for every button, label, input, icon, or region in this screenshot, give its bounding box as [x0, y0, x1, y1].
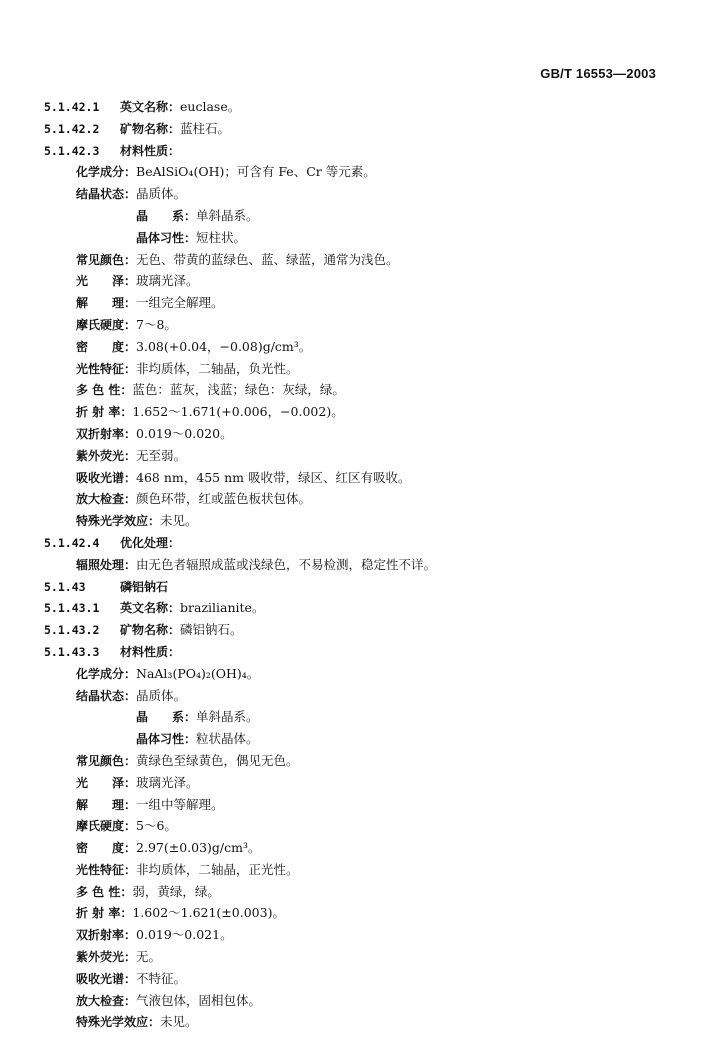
property-crystal-state [44, 183, 664, 205]
field-label: 晶 系： [136, 710, 197, 725]
section-5-1-42-3 [44, 140, 664, 162]
section-5-1-43 [44, 576, 664, 598]
property-cleavage [44, 794, 664, 816]
field-value: 1.602～1.621(±0.003)。 [132, 905, 285, 921]
field-value: 气液包体，固相包体。 [136, 992, 262, 1008]
document-body [44, 96, 664, 1033]
field-value: NaAl₃(PO₄)₂(OH)₄。 [136, 665, 260, 681]
property-habit [44, 227, 664, 249]
field-value: 未见。 [160, 513, 198, 529]
section-number: 5.1.43 [44, 579, 86, 594]
property-absorption [44, 467, 664, 489]
field-value: 3.08(+0.04，−0.08)g/cm³。 [136, 338, 312, 354]
field-value: 未见。 [160, 1014, 198, 1030]
property-optical [44, 358, 664, 380]
field-label: 结晶状态： [76, 688, 137, 703]
field-label: 优化处理： [120, 535, 181, 550]
field-value: 非均质体，二轴晶，负光性。 [136, 360, 299, 376]
field-value: 不特征。 [136, 970, 187, 986]
property-density [44, 837, 664, 859]
field-label: 矿物名称： [120, 623, 181, 638]
field-value: 弱，黄绿，绿。 [132, 883, 220, 899]
property-density [44, 336, 664, 358]
field-label: 放大检查： [76, 993, 137, 1008]
standard-number: GB/T 16553—2003 [540, 66, 656, 81]
field-label: 晶体习性： [136, 230, 197, 245]
field-value: 玻璃光泽。 [136, 273, 199, 289]
section-title: 磷铝钠石 [120, 579, 169, 594]
property-system [44, 205, 664, 227]
property-uv [44, 445, 664, 467]
field-label: 辐照处理： [76, 557, 137, 572]
field-label: 特殊光学效应： [76, 1015, 161, 1030]
field-label: 紫外荧光： [76, 950, 137, 965]
section-number: 5.1.42.3 [44, 143, 100, 158]
property-special-optics [44, 510, 664, 532]
section-number: 5.1.42.4 [44, 535, 100, 550]
property-ri [44, 902, 664, 924]
property-color [44, 750, 664, 772]
property-birefringence [44, 924, 664, 946]
property-special-optics [44, 1011, 664, 1033]
property-ri [44, 401, 664, 423]
property-chem [44, 161, 664, 183]
section-5-1-43-1 [44, 597, 664, 619]
field-label: 光性特征： [76, 361, 137, 376]
property-luster [44, 270, 664, 292]
field-value: 粒状晶体。 [196, 731, 259, 747]
section-5-1-42-1 [44, 96, 664, 118]
field-label: 解 理： [76, 296, 137, 311]
field-value: 7～8。 [136, 316, 177, 332]
field-label: 材料性质： [120, 644, 181, 659]
field-label: 英文名称： [120, 601, 181, 616]
section-5-1-42-2 [44, 118, 664, 140]
field-value: 单斜晶系。 [196, 207, 259, 223]
section-number: 5.1.42.2 [44, 121, 100, 136]
property-magnification [44, 488, 664, 510]
field-label: 光性特征： [76, 862, 137, 877]
field-label: 折 射 率： [76, 906, 133, 921]
property-crystal-state [44, 685, 664, 707]
field-label: 双折射率： [76, 426, 137, 441]
field-value: 颜色环带，红或蓝色板状包体。 [136, 491, 312, 507]
property-hardness [44, 815, 664, 837]
field-value: 蓝柱石。 [180, 120, 231, 136]
field-label: 多 色 性： [76, 884, 133, 899]
field-label: 结晶状态： [76, 187, 137, 202]
field-label: 常见颜色： [76, 753, 137, 768]
property-birefringence [44, 423, 664, 445]
field-label: 密 度： [76, 841, 137, 856]
property-pleochroism [44, 379, 664, 401]
section-number: 5.1.42.1 [44, 100, 100, 114]
field-value: 1.652～1.671(+0.006，−0.002)。 [132, 404, 344, 420]
field-value: 468 nm，455 nm 吸收带，绿区、红区有吸收。 [136, 469, 411, 485]
field-value: 一组中等解理。 [136, 796, 224, 812]
field-value: 短柱状。 [196, 229, 247, 245]
field-value: euclase。 [180, 99, 241, 114]
property-chem [44, 663, 664, 685]
field-value: 蓝色：蓝灰，浅蓝；绿色：灰绿，绿。 [132, 382, 345, 398]
field-label: 吸收光谱： [76, 971, 137, 986]
property-color [44, 249, 664, 271]
field-label: 折 射 率： [76, 405, 133, 420]
property-optical [44, 859, 664, 881]
field-label: 英文名称： [120, 100, 181, 114]
field-value: 玻璃光泽。 [136, 774, 199, 790]
field-value: 2.97(±0.03)g/cm³。 [136, 840, 261, 856]
section-number: 5.1.43.1 [44, 601, 100, 616]
field-value: 一组完全解理。 [136, 295, 224, 311]
field-label: 材料性质： [120, 143, 181, 158]
section-number: 5.1.43.3 [44, 644, 100, 659]
property-habit [44, 728, 664, 750]
field-label: 摩氏硬度： [76, 317, 137, 332]
property-absorption [44, 968, 664, 990]
field-label: 矿物名称： [120, 121, 181, 136]
section-5-1-42-4 [44, 532, 664, 554]
section-5-1-43-2 [44, 619, 664, 641]
field-value: 磷铝钠石。 [180, 622, 243, 638]
field-label: 晶 系： [136, 208, 197, 223]
field-value: brazilianite。 [180, 600, 265, 616]
field-value: 由无色者辐照成蓝或浅绿色，不易检测，稳定性不详。 [136, 556, 437, 572]
field-label: 化学成分： [76, 165, 137, 180]
property-treatment [44, 554, 664, 576]
field-label: 吸收光谱： [76, 470, 137, 485]
field-label: 摩氏硬度： [76, 819, 137, 834]
field-label: 晶体习性： [136, 732, 197, 747]
property-system [44, 706, 664, 728]
field-label: 密 度： [76, 339, 137, 354]
field-value: 晶质体。 [136, 687, 187, 703]
field-label: 多 色 性： [76, 383, 133, 398]
property-hardness [44, 314, 664, 336]
field-label: 放大检查： [76, 492, 137, 507]
field-value: 无色、带黄的蓝绿色、蓝、绿蓝，通常为浅色。 [136, 251, 399, 267]
field-label: 双折射率： [76, 928, 137, 943]
field-label: 常见颜色： [76, 252, 137, 267]
field-label: 解 理： [76, 797, 137, 812]
field-value: 黄绿色至绿黄色，偶见无色。 [136, 752, 299, 768]
field-value: BeAlSiO₄(OH)；可含有 Fe、Cr 等元素。 [136, 164, 376, 180]
section-5-1-43-3 [44, 641, 664, 663]
field-value: 0.019～0.020。 [136, 425, 233, 441]
field-value: 无至弱。 [136, 447, 187, 463]
field-label: 光 泽： [76, 274, 137, 289]
field-value: 非均质体，二轴晶，正光性。 [136, 861, 299, 877]
field-label: 紫外荧光： [76, 448, 137, 463]
field-label: 特殊光学效应： [76, 514, 161, 529]
property-uv [44, 946, 664, 968]
field-value: 晶质体。 [136, 186, 187, 202]
field-label: 光 泽： [76, 775, 137, 790]
property-magnification [44, 990, 664, 1012]
field-value: 0.019～0.021。 [136, 927, 233, 943]
field-label: 化学成分： [76, 666, 137, 681]
property-cleavage [44, 292, 664, 314]
property-luster [44, 772, 664, 794]
field-value: 无。 [136, 949, 162, 965]
field-value: 单斜晶系。 [196, 709, 259, 725]
property-pleochroism [44, 881, 664, 903]
section-number: 5.1.43.2 [44, 623, 100, 638]
field-value: 5～6。 [136, 818, 177, 834]
